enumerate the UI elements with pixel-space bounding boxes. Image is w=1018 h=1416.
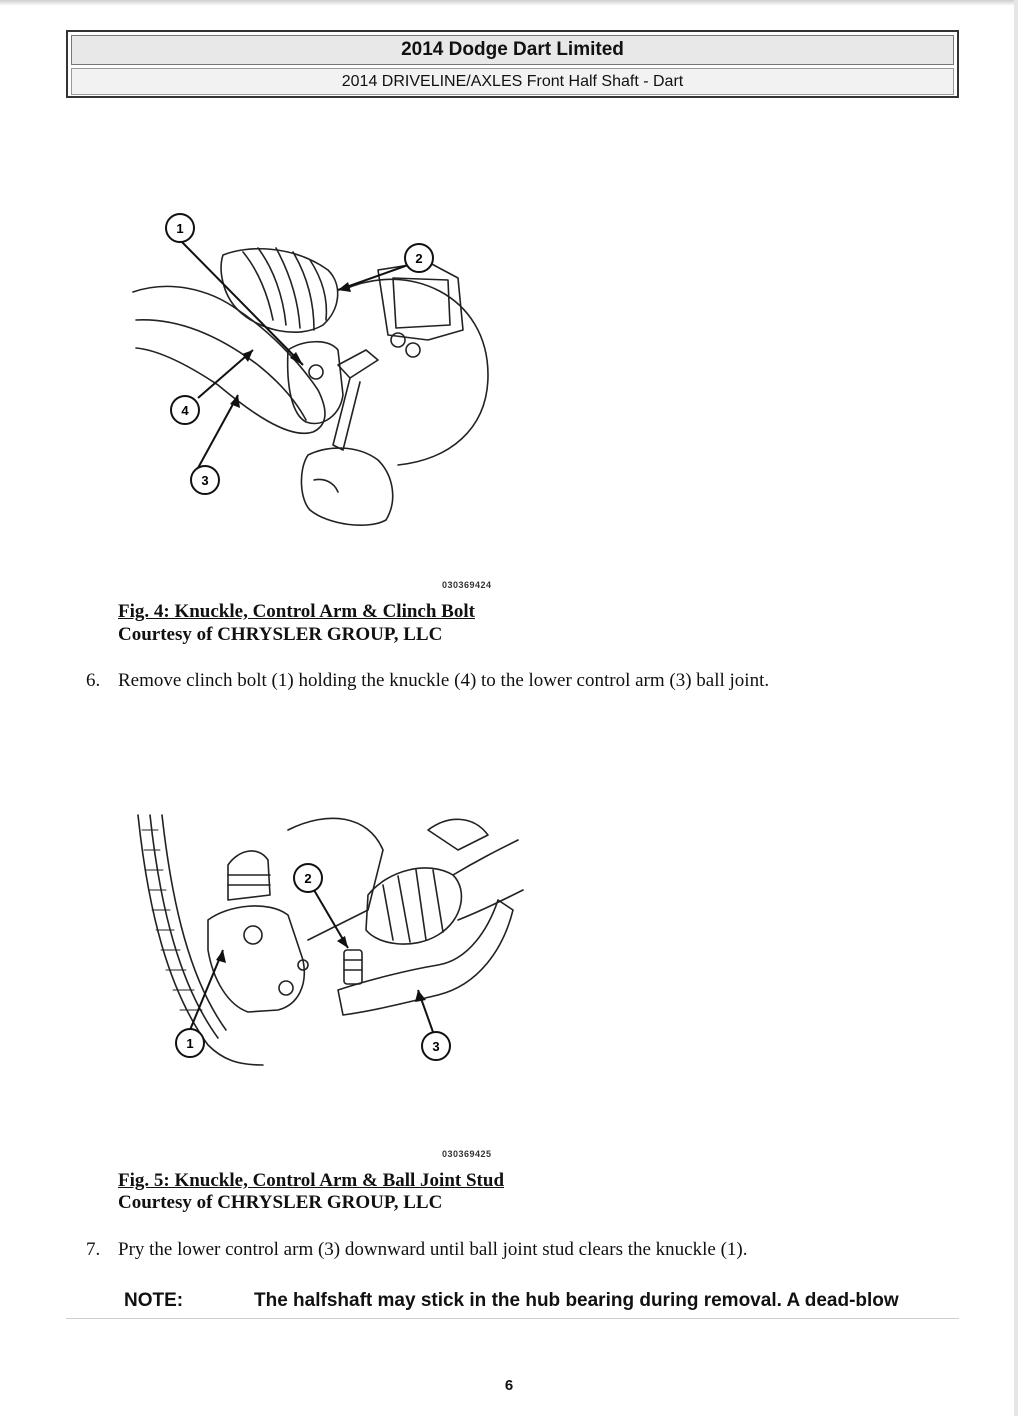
callout-3-label: 3 [201,473,209,488]
figure-5-caption: Fig. 5: Knuckle, Control Arm & Ball Joint Stud [118,1170,505,1191]
page-right-edge [1014,0,1018,1416]
callout-1-label: 1 [186,1036,194,1051]
halfshaft-boot [366,868,461,944]
callout-3 [422,1032,450,1060]
callout-1 [166,214,194,242]
header-subtitle: 2014 DRIVELINE/AXLES Front Half Shaft - Dart [71,68,954,95]
step-6-number: 6. [86,670,101,691]
document-header [66,30,959,98]
figure-4-image-id: 030369424 [442,580,492,590]
callout-1-label: 1 [176,221,184,236]
step-7-number: 7. [86,1239,101,1260]
header-title: 2014 Dodge Dart Limited [71,35,954,65]
hand-outline [301,448,392,525]
callout-2-label: 2 [304,871,312,886]
step-7-text: Pry the lower control arm (3) downward until ball joint stud clears the knuckle (1). [118,1239,748,1260]
note-text: The halfshaft may stick in the hub bearing during removal. A dead-blow [254,1290,899,1311]
callout-4 [171,396,199,424]
caliper-outline [378,262,463,340]
step-6-text: Remove clinch bolt (1) holding the knuckle (4) to the lower control arm (3) ball joint. [118,670,770,691]
callout-2 [294,864,322,892]
callout-2 [405,244,433,272]
figure-4-illustration [128,200,528,600]
control-arm-outline [338,900,513,1015]
figure-5-illustration [128,790,528,1170]
page-top-shadow [0,0,1018,6]
note-divider [66,1318,959,1319]
figure-5-image-id: 030369425 [442,1149,492,1159]
page-number: 6 [504,1377,514,1394]
callout-4-label: 4 [181,403,189,418]
ball-joint-stud [344,950,362,984]
callout-1 [176,1029,204,1057]
wrench-head [338,350,378,378]
note-label: NOTE: [124,1290,184,1311]
figure-4-courtesy: Courtesy of CHRYSLER GROUP, LLC [118,624,443,645]
figure-4-caption: Fig. 4: Knuckle, Control Arm & Clinch Bolt [118,601,475,622]
callout-3 [191,466,219,494]
callout-3-label: 3 [432,1039,440,1054]
figure-5-courtesy: Courtesy of CHRYSLER GROUP, LLC [118,1192,443,1213]
callout-2-label: 2 [415,251,423,266]
